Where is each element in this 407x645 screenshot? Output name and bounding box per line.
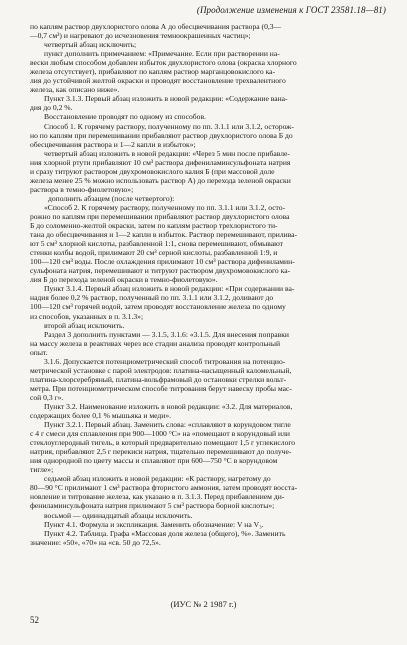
text-line: второй абзац исключить. bbox=[44, 320, 125, 330]
text-line: 100—120 см³ воды. После охлаждения прилимают 10 см³ раствора дифениламин- bbox=[30, 257, 295, 267]
text-line: и сразу титруют раствором двухромовокислого калия Б (при массовой доле bbox=[30, 166, 275, 176]
document-body bbox=[30, 22, 390, 547]
text-line: но по каплям при перемешивании прибавляют раствор двухлористого олова Б до bbox=[30, 130, 293, 140]
text-line: натрия, прибавляют 2,5 г перекиси натрия, тщательно перемешивают до получе- bbox=[30, 447, 292, 457]
text-line: железа отсутствует), прибавляют по каплям раствор марганцовокислого ка- bbox=[30, 67, 276, 77]
text-line: пункт дополнить примечанием: «Примечание. Если при растворении на- bbox=[44, 49, 280, 59]
text-line: надия более 0,2 % раствор, полученный по пп. 3.1.1 или 3.1.2, доливают до bbox=[30, 293, 274, 303]
page-header: (Продолжение изменения к ГОСТ 23581.18—81) bbox=[196, 5, 386, 15]
text-line: восьмой — одиннадцатый абзацы исключить. bbox=[44, 510, 193, 520]
text-line: Пункт 3.1.4. Первый абзац изложить в новой редакции: «При содержании ва- bbox=[44, 284, 295, 294]
text-line: обесцвечивания раствора и 1—2 капли в избыток»; bbox=[30, 139, 196, 149]
text-line: лия до устойчивой желтой окраски и проводят восстановление трехвалентного bbox=[30, 76, 286, 86]
text-line: лия Б до перехода зеленой окраски в темно-фиолетовую». bbox=[30, 275, 218, 285]
text-line: —0,7 см³) и нагревают до исчезновения темноокрашенных частиц»; bbox=[30, 31, 251, 41]
text-line: вески любым способом добавлен избыток двухлористого олова (окраска хлорного bbox=[30, 58, 297, 68]
text-line: значение: «50», «70» на «св. 50 до 72,5». bbox=[30, 537, 161, 547]
text-line: опыт. bbox=[30, 347, 48, 357]
text-line: ют 5 см³ хлорной кислоты, разбавленной 1:1, снова перемешивают, обмывают bbox=[30, 239, 283, 249]
text-line: по каплям раствор двухлористого олова А до обесцвечивания раствора (0,3— bbox=[30, 22, 282, 31]
text-line: Способ 1. К горячему раствору, полученному по пп. 3.1.1 или 3.1.2, осторож- bbox=[44, 121, 294, 131]
page-number: 52 bbox=[30, 615, 39, 625]
text-line: железа, как описано ниже». bbox=[30, 85, 120, 95]
text-line: дия до 0,2 %. bbox=[30, 103, 73, 113]
text-line: на массу железа в реактивах через все стадии анализа проводят контрольный bbox=[30, 338, 281, 348]
text-line: рожно по каплям при перемешивании прибавляют раствор двухлористого олова bbox=[30, 211, 290, 221]
text-line: Пункт 4.2. Таблица. Графа «Массовая доля железа (общего), %». Заменить bbox=[44, 528, 286, 538]
text-line: «Способ 2. К горячему раствору, полученному по пп. 3.1.1 или 3.1.2, осто- bbox=[44, 202, 286, 212]
text-line: новление и титрование железа, как указано в п. 3.1.3. Перед прибавлением ди- bbox=[30, 492, 285, 502]
text-line: 100—120 см³ горячей водой, затем проводят восстановление железа по одному bbox=[30, 302, 286, 312]
text-line: седьмой абзац изложить в новой редакции: «К раствору, нагретому до bbox=[44, 474, 271, 484]
text-line: четвертый абзац изложить в новой редакции: «Через 5 мин после прибавле- bbox=[44, 148, 290, 158]
text-line: сульфоната натрия, перемешивают и титруют раствором двухромовокислого ка- bbox=[30, 266, 291, 276]
text-line: ния хлорной ртути прибавляют 10 см³ раствора дифениламинсульфоната натрия bbox=[30, 157, 291, 167]
text-line: четвертый абзац исключить; bbox=[44, 40, 137, 50]
text-line: Восстановление проводят по одному из способов. bbox=[44, 112, 206, 122]
text-line: железа менее 25 % можно использовать раствор А) до перехода зеленой окраски bbox=[30, 175, 291, 185]
text-line: с 4 г смеси для сплавления при 900—1000 °С» на «помещают в корундовый или bbox=[30, 429, 290, 439]
publication-reference: (ИУС № 2 1987 г.) bbox=[170, 599, 237, 609]
text-line: дополнить абзацем (после четвертого): bbox=[48, 193, 175, 203]
text-line: раствора в темно-фиолетовую»; bbox=[30, 184, 134, 194]
text-line: Б до соломенно-желтой окраски, затем по каплям раствор трехлористого ти- bbox=[30, 221, 278, 231]
text-line: сой 0,3 г». bbox=[30, 392, 64, 402]
text-line: тигле»; bbox=[30, 465, 54, 475]
text-line: Пункт 3.1.3. Первый абзац изложить в новой редакции: «Содержание вана- bbox=[44, 94, 288, 104]
text-line: Пункт 4.1. Формула и экспликация. Заменить обозначение: V на V₃. bbox=[44, 519, 264, 529]
text-line: ния однородной по цвету массы и сплавляют при 600—750 °С в корундовом bbox=[30, 456, 278, 466]
text-line: метра. При потенциометрическом способе титрования берут навеску пробы мас- bbox=[30, 383, 292, 393]
text-line: стенки колбы водой, прилимают 20 см³ серной кислоты, разбавленной 1:9, и bbox=[30, 248, 278, 258]
text-line: из способов, указанных в п. 3.1.3»; bbox=[30, 311, 144, 321]
text-line: 80—90 °С прилимают 1 см³ раствора фтористого аммония, затем проводят восста- bbox=[30, 483, 298, 493]
text-line: платина-хлорсеребряный, платина-вольфрамовый до остановки стрелки вольт- bbox=[30, 374, 287, 384]
text-line: Пункт 3.2.1. Первый абзац. Заменить слова: «сплавляют в корундовом тигле bbox=[44, 420, 291, 430]
text-line: Пункт 3.2. Наименование изложить в новой редакции: «3.2. Для материалов, bbox=[44, 401, 293, 411]
text-line: фениламинсульфоната натрия прилимают 5 см³ раствора борной кислоты»; bbox=[30, 501, 275, 511]
text-line: метрической установке с парой электродов: платина-насыщенный каломельный, bbox=[30, 365, 292, 375]
text-line: стеклоуглеродный тигель, в который предварительно помещают 1,5 г углекислого bbox=[30, 438, 296, 448]
text-line: тана до обесцвечивания и 1—2 капли в избыток. Раствор перемешивают, прилива- bbox=[30, 230, 298, 240]
text-line: Раздел 3 дополнить пунктами — 3.1.5, 3.1.6: «3.1.5. Для внесения поправки bbox=[44, 329, 289, 339]
text-line: содержащих более 0,1 % мышьяка и меди». bbox=[30, 411, 172, 421]
text-line: 3.1.6. Допускается потенциометрический способ титрования на потенцио- bbox=[44, 356, 286, 366]
